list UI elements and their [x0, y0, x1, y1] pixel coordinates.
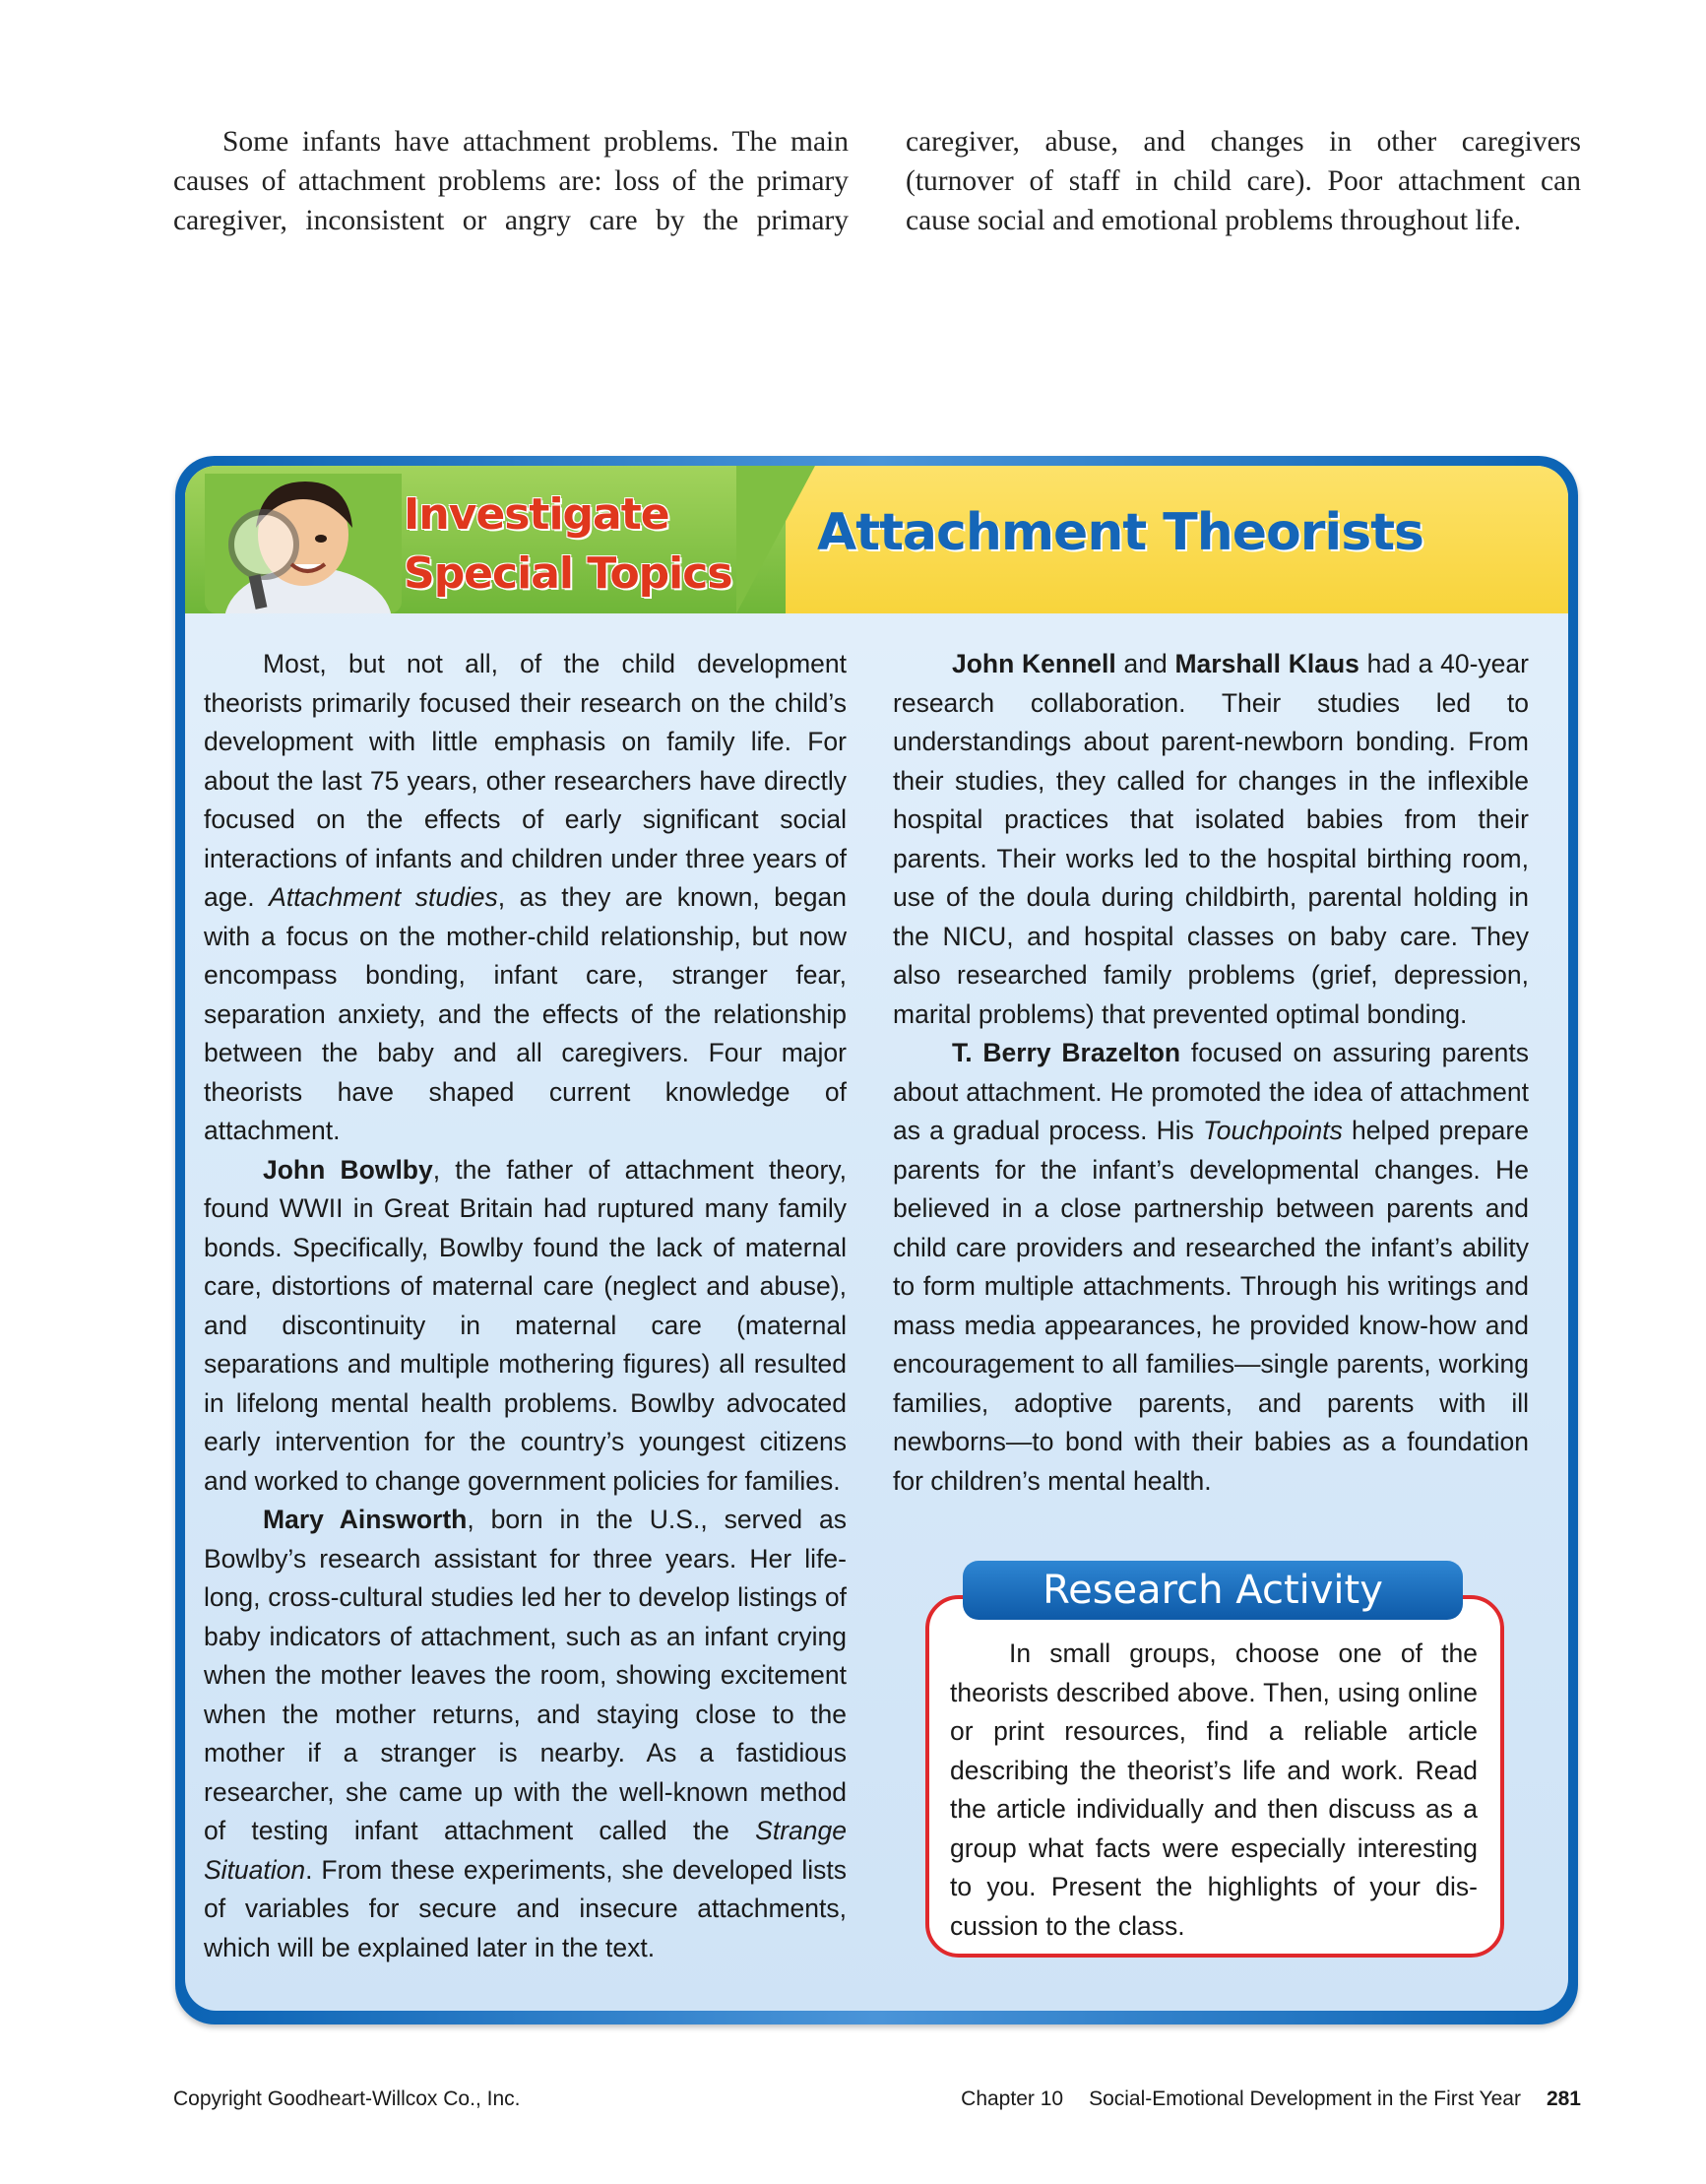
feature-title: Attachment Theorists — [816, 503, 1424, 562]
intro-paragraph: Some infants have attachment problems. The main causes of attachment problems are: loss of the primary caregiver, inconsistent or angry care by the primary caregiver, abuse, and changes in other caregivers (turnover of staff in child care). Poor attachment can cause social and emotional problems throughout life. — [173, 126, 1581, 236]
child-with-magnifier-photo — [205, 474, 402, 613]
investigate-special-topics-label: Investigate Special Topics — [404, 489, 732, 599]
chapter-label: Chapter 10 — [961, 2088, 1064, 2110]
feature-column-right — [893, 645, 1529, 1501]
intro-text — [173, 122, 1581, 240]
feature-column-left — [204, 645, 847, 1967]
research-activity-title: Research Activity — [963, 1561, 1463, 1620]
paragraph-attachment-studies: Most, but not all, of the child development theorists primarily focused their research on the child’s development with little emphasis on family life. For about the last 75 years, other researchers have directly focused on the effects of early significant social interactions of infants and children under three years of age. Attachment studies, as they are known, began with a focus on the mother-child relationship, but now encompass bonding, infant care, stranger fear, separation anxiety, and the effects of the relationship between the baby and all caregivers. Four major theorists have shaped current knowledge of attachment. — [204, 649, 847, 1145]
page-footer — [173, 2088, 1581, 2117]
paragraph-brazelton: T. Berry Brazelton focused on assuring parents about attachment. He promoted the idea of attachment as a gradual process. His Touchpoints helped prepare parents for the infant’s developmental changes. He believed in a close partnership between parents and child care providers and researched the infant’s ability to form multiple attachments. Through his writings and mass media appearances, he provided know-how and encouragement to all families—single parents, working families, adoptive parents, and parents with ill newborns—to bond with their babies as a foundation for children’s mental health. — [893, 1038, 1529, 1496]
chapter-title: Social-Emotional Development in the First Year — [1089, 2088, 1521, 2110]
paragraph-kennell-klaus: John Kennell and Marshall Klaus had a 40-year research collaboration. Their studies led to understandings about parent-newborn bonding. From their studies, they called for changes in the inflexible hospital practices that isolated babies from their parents. Their works led to the hospital birthing room, use of the doula during childbirth, parental holding in the NICU, and hospital classes on baby care. They also researched family problems (grief, depression, marital problems) that prevented optimal bonding. — [893, 649, 1529, 1029]
paragraph-ainsworth: Mary Ainsworth, born in the U.S., served as Bowlby’s research assistant for three years. Her life-long, cross-cultural studies led her to develop listings of baby indicators of attachment, such as an infant crying when the mother leaves the room, showing excitement when the mother returns, and staying close to the mother if a stranger is nearby. As a fastidious researcher, she came up with the well-known method of testing infant attachment called the Strange Situation. From these experiments, she developed lists of variables for secure and insecure attachments, which will be explained later in the text. — [204, 1505, 847, 1962]
paragraph-bowlby: John Bowlby, the father of attachment theory, found WWII in Great Britain had ruptured many family bonds. Specifically, Bowlby found the lack of maternal care, distortions of maternal care (neglect and abuse), and discontinuity in maternal care (maternal separations and multiple mothering figures) all resulted in lifelong mental health problems. Bowlby advocated early intervention for the country’s youngest citizens and worked to change government policies for families. — [204, 1154, 847, 1496]
copyright-notice: Copyright Goodheart-Willcox Co., Inc. — [173, 2088, 521, 2110]
page-number: 281 — [1546, 2088, 1581, 2110]
research-activity-text: In small groups, choose one of the theorists described above. Then, using online or print resources, find a reliable article describing the theorist’s life and work. Read the article individually and then discuss as a group what facts were especially interesting to you. Present the highlights of your dis-cussion to the class. — [950, 1638, 1478, 1941]
